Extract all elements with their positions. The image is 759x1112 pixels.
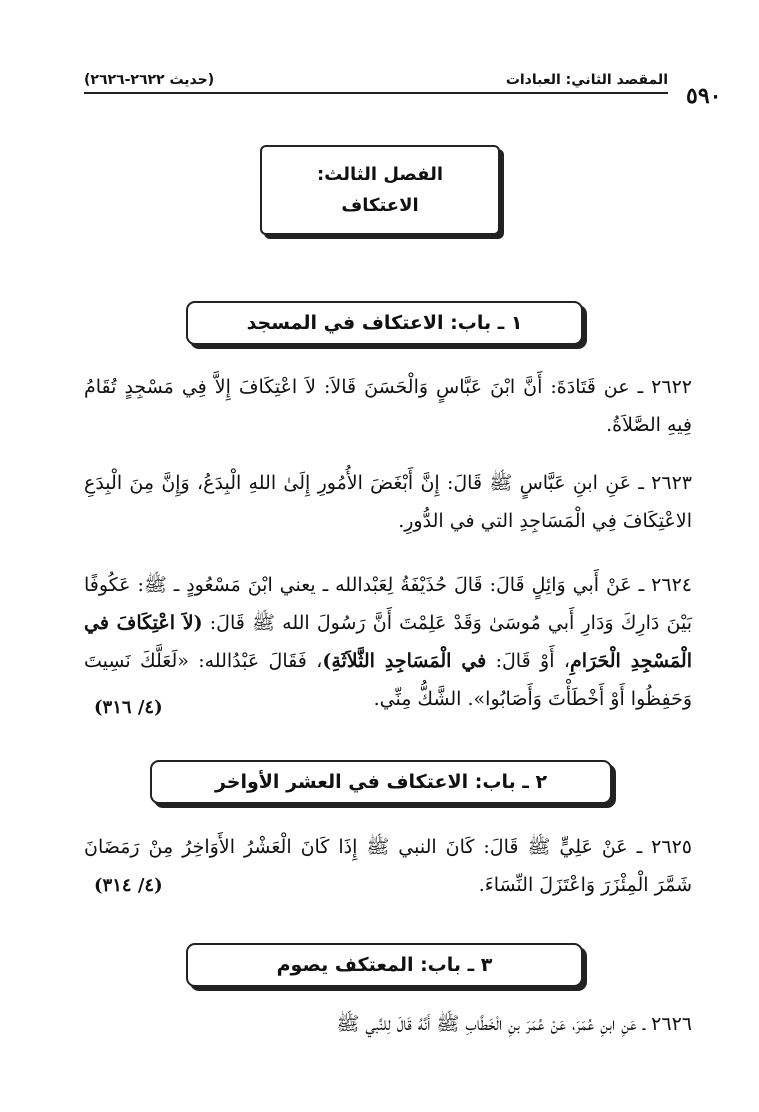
hadith-text: ، فَقَالَ عَبْدُالله: «لَعَلَّكَ نَسِيتَ وَحَفِظُوا أَوْ أَخْطَأْتَ وَأَصَابُوا». الشَّكُّ مِنِّي. bbox=[84, 650, 692, 710]
hadith-2622 bbox=[84, 368, 692, 444]
hadith-reference: (٤/ ٣١٦) bbox=[94, 697, 163, 718]
hadith-text: ٢٦٢٤ ـ عَنْ أَبي وَائِلٍ قَالَ: قَالَ حُذَيْفَةُ لِعَبْدالله ـ يعني ابْنَ مَسْعُودٍ ـ ﷺ: عَكُوفًا بَيْنَ دَارِكَ وَدَارِ أَبي مُوسَىٰ وَقَدْ عَلِمْتَ أَنَّ رَسُولَ الله ﷺ قَالَ: bbox=[84, 574, 692, 634]
hadith-text: ٢٦٢٥ ـ عَنْ عَلِيٍّ ﷺ قَالَ: كَانَ النبي ﷺ إِذَا كَانَ الْعَشْرُ الأَوَاخِرُ مِنْ رَمَضَانَ شَمَّرَ الْمِئْزَرَ وَاعْتَزَلَ النِّسَاءَ. bbox=[84, 836, 692, 896]
page-header bbox=[84, 62, 668, 94]
hadith-text: ٢٦٢٢ ـ عن قَتَادَةَ: أَنَّ ابْنَ عَبَّاسٍ وَالْحَسَنَ قَالاَ: لاَ اعْتِكَافَ إِلاَّ فِي مَسْجِدٍ تُقَامُ فِيهِ الصَّلاَةُ. bbox=[84, 376, 692, 436]
hadith-text: ٢٦٢٣ ـ عَنِ ابنِ عَبَّاسٍ ﷺ قَالَ: إِنَّ أَبْغَضَ الأُمُورِ إِلَىٰ اللهِ الْبِدَعُ، وَإِنَّ مِنَ الْبِدَعِ الاعْتِكَافَ فِي الْمَسَاجِدِ التي في الدُّورِ. bbox=[84, 472, 692, 532]
hadith-quote: (لاَ اعْتِكَافَ في الْمَسْجِدِ الْحَرَامِ bbox=[84, 612, 692, 672]
hadith-2625 bbox=[84, 828, 692, 904]
section-title: المقصد الثاني: العبادات bbox=[505, 72, 668, 88]
hadith-quote: في الْمَسَاجِدِ الثَّلاَثَةِ) bbox=[322, 650, 487, 672]
bab-heading-1: ١ ـ باب: الاعتكاف في المسجد bbox=[186, 301, 583, 345]
hadith-text: ٢٦٢٦ ـ عَنِ ابنِ عُمَرَ، عَنْ عُمَرَ بنِ الْخَطَّابِ ﷺ أَنَّهُ قَالَ لِلنَّبي ﷺ bbox=[336, 1013, 692, 1035]
hadith-range: (حديث ٢٦٢٢-٢٦٢٦) bbox=[84, 72, 215, 88]
bab-heading-2: ٢ ـ باب: الاعتكاف في العشر الأواخر bbox=[150, 760, 612, 804]
hadith-2624 bbox=[84, 566, 692, 718]
hadith-reference: (٤/ ٣١٤) bbox=[94, 875, 163, 896]
chapter-title: الفصل الثالث: bbox=[317, 164, 443, 185]
hadith-text: ، أَوْ قَالَ: bbox=[495, 650, 570, 672]
hadith-2626 bbox=[84, 1005, 692, 1043]
chapter-subtitle: الاعتكاف bbox=[341, 195, 419, 216]
bab-heading-3: ٣ ـ باب: المعتكف يصوم bbox=[186, 943, 583, 987]
hadith-2623 bbox=[84, 464, 692, 540]
chapter-heading bbox=[260, 145, 500, 235]
page-number: ٥٩٠ bbox=[686, 83, 722, 109]
